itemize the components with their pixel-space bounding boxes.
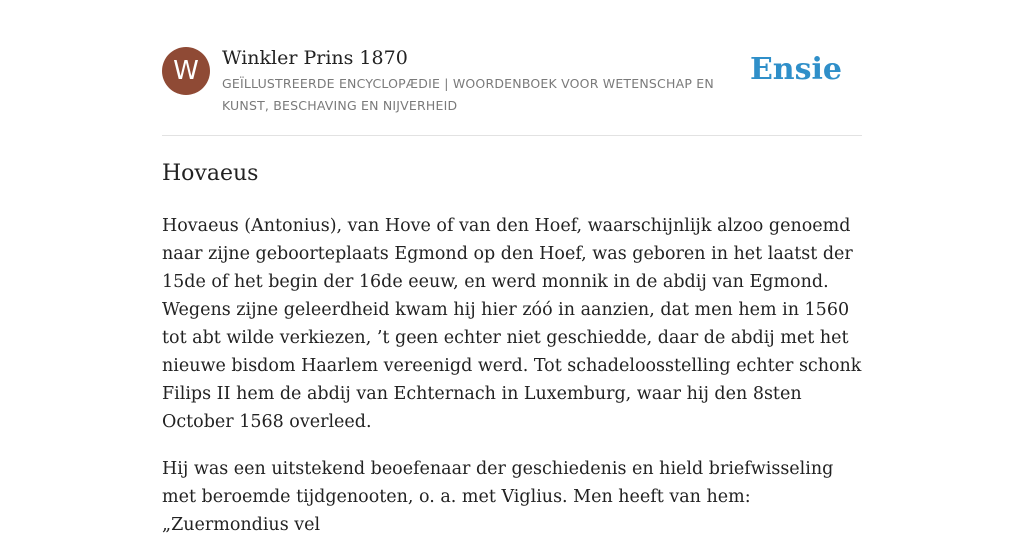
source-avatar[interactable]: W [162,47,210,95]
entry-body [162,212,862,558]
entry-paragraph-2: Hij was een uitstekend beoefenaar der geschiedenis en hield briefwisseling met beroemde tijdgenooten, o. a. met Viglius. Men heeft van hem: „Zuermondius vel [162,459,834,535]
source-header [162,46,862,116]
source-title[interactable]: Winkler Prins 1870 [222,47,408,69]
source-subtitle: GEÏLLUSTREERDE ENCYCLOPÆDIE | WOORDENBOEK VOOR WETENSCHAP EN KUNST, BESCHAVING EN NIJVERHEID [222,76,714,113]
entry-paragraph-1: Hovaeus (Antonius), van Hove of van den Hoef, waarschijnlijk alzoo genoemd naar zijne geboorteplaats Egmond op den Hoef, was geboren in het laatst der 15de of het begin der 16de eeuw, en werd monnik in de abdij van Egmond. Wegens zijne geleerdheid kwam hij hier zóó in aanzien, dat men hem in 1560 tot abt wilde verkiezen, ’t geen echter niet geschiedde, daar de abdij met het nieuwe bisdom Haarlem vereenigd werd. Tot schadeloosstelling echter schonk Filips II hem de abdij van Echternach in Luxemburg, waar hij den 8sten October 1568 overleed. [162,216,862,432]
entry-title: Hovaeus [162,161,259,186]
header-divider [162,135,862,136]
ensie-logo[interactable]: Ensie [749,52,842,87]
